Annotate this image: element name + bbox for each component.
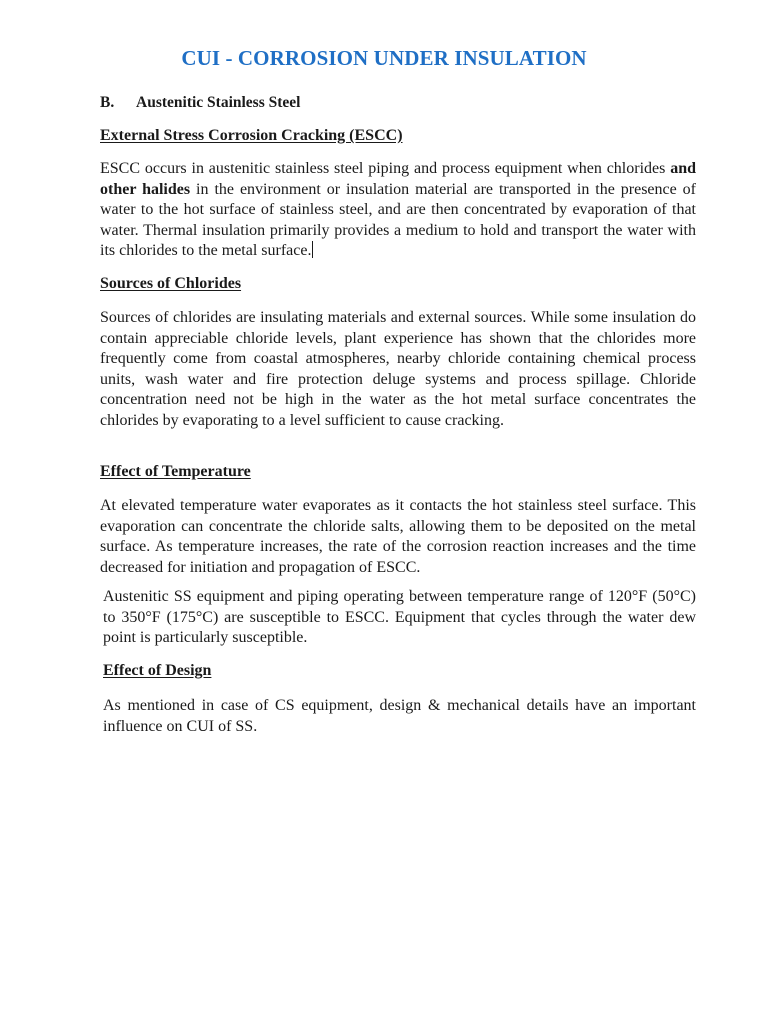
chlorides-paragraph: Sources of chlorides are insulating materials and external sources. While some insulation do contain appreciable chloride levels, plant experience has shown that the chlorides more frequently come from coastal atmospheres, nearby chloride containing chemical process units, wash water and fire protection deluge systems and process spillage. Chloride concentration need not be high in the water as the hot metal surface concentrates the chlorides by evaporating to a level sufficient to cause cracking. bbox=[100, 309, 696, 429]
text-cursor bbox=[312, 241, 313, 258]
chlorides-heading: Sources of Chlorides bbox=[100, 275, 242, 292]
temperature-paragraph-1: At elevated temperature water evaporates as it contacts the hot stainless steel surface. This evaporation can concentrate the chloride salts, allowing them to be deposited on the metal surface. As temperature increases, the rate of the corrosion reaction increases and the time decreased for initiation and propagation of ESCC. bbox=[100, 497, 696, 576]
section-name: Austenitic Stainless Steel bbox=[136, 94, 301, 111]
section-letter: B. bbox=[100, 94, 115, 111]
escc-paragraph bbox=[100, 159, 696, 262]
escc-text-part-1: ESCC occurs in austenitic stainless steel piping and process equipment when chlorides bbox=[100, 160, 671, 177]
temperature-paragraph-2: Austenitic SS equipment and piping operating between temperature range of 120°F (50°C) to 350°F (175°C) are susceptible to ESCC. Equipment that cycles through the water dew point is particularly susceptible. bbox=[103, 588, 696, 647]
page-title: CUI - CORROSION UNDER INSULATION bbox=[181, 46, 587, 70]
escc-heading: External Stress Corrosion Cracking (ESCC) bbox=[100, 127, 403, 144]
design-paragraph: As mentioned in case of CS equipment, design & mechanical details have an important influence on CUI of SS. bbox=[103, 697, 696, 735]
escc-text-part-2: in the environment or insulation material are transported in the presence of water to the hot surface of stainless steel, and are then concentrated by evaporation of that water. Thermal insulation primarily provides a medium to hold and transport the water with its chlorides to the metal surface. bbox=[100, 180, 697, 260]
design-heading: Effect of Design bbox=[103, 662, 212, 679]
temperature-heading: Effect of Temperature bbox=[100, 463, 251, 480]
escc-text-bold: and other halides bbox=[100, 160, 696, 198]
section-heading bbox=[100, 94, 300, 112]
